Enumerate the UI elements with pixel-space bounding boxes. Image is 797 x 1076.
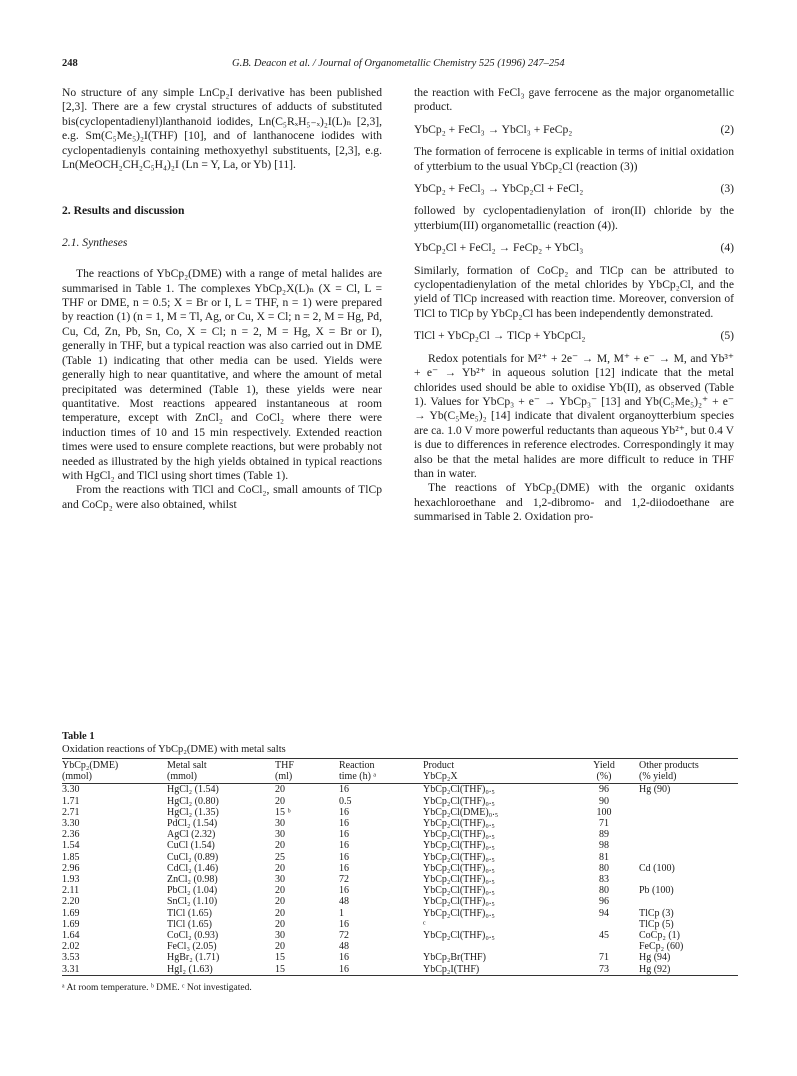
table-cell: 16 [339,840,349,852]
table-cell: 2.36 [62,829,80,841]
table-cell [569,919,639,930]
table-cell: YbCp₂Cl(THF)₀.₅ [423,784,495,796]
table-cell: 1.64 [62,930,80,942]
table-cell [639,840,738,851]
paragraph: the reaction with FeCl₃ gave ferrocene as the major organometallic product. [414,86,734,114]
table-cell: 48 [339,941,349,953]
table-cell: HgBr₂ (1.71) [167,952,220,964]
table-cell: HgCl₂ (1.35) [167,806,219,818]
table-row [62,807,738,818]
table-cell: 15 [275,964,339,976]
equation-3 [414,182,734,196]
table-cell: HgCl₂ (1.54) [167,784,219,796]
table-cell: CuCl₂ (0.89) [167,851,219,863]
table-cell: HgI₂ (1.63) [167,964,275,976]
table-cell: 30 [275,930,285,942]
equation-number: (2) [720,122,734,136]
table-row [62,874,738,885]
table-row [62,919,738,930]
table-cell: 16 [339,862,349,874]
table-cell: ZnCl₂ (0.98) [167,874,218,886]
paragraph: followed by cyclopentadienylation of iron(II) chloride by the ytterbium(III) organometallic (reaction (4)). [414,204,734,232]
table-cell: 3.31 [62,964,167,976]
table-cell: PbCl₂ (1.04) [167,885,218,897]
table-cell: 16 [339,952,349,964]
table-cell: 16 [339,806,349,818]
table-body [62,784,738,975]
table-row [62,941,738,952]
table-cell: 1.69 [62,918,80,930]
column-header: (mmol) [62,771,167,784]
table-row [62,840,738,851]
table-cell: 72 [339,930,349,942]
table-cell: PdCl₂ (1.54) [167,818,218,830]
equation-text: YbCp₂Cl + FeCl₂ → FeCp₂ + YbCl₃ [414,241,584,255]
equation-2 [414,123,734,137]
table-cell: 20 [275,784,285,796]
table-cell: 81 [599,851,609,863]
table-cell: Cd (100) [639,862,675,874]
table-cell: 20 [275,862,285,874]
table-cell: SnCl₂ (1.10) [167,896,218,908]
table-cell: 3.30 [62,818,80,830]
table-cell: 3.53 [62,952,80,964]
subsection-heading: 2.1. Syntheses [62,235,128,249]
table-caption: Oxidation reactions of YbCp₂(DME) with metal salts [62,744,286,755]
table-cell: HgCl₂ (0.80) [167,795,219,807]
table-row [62,863,738,874]
table-cell: 1 [339,907,344,919]
table-cell [639,896,738,907]
table-cell [639,829,738,840]
data-table [62,758,738,976]
table-cell: YbCp₂Cl(THF)₀.₅ [423,907,495,919]
table-row [62,829,738,840]
table-cell: CoCp₂ (1) [639,930,680,942]
column-header: (%) [569,771,639,784]
column-header: Metal salt [167,759,275,772]
table-cell: 16 [339,818,349,830]
table-cell: 30 [275,829,285,841]
column-header: THF [275,759,339,772]
paragraph: The reactions of YbCp₂(DME) with a range of metal halides are summarised in Table 1. The complexes YbCp₂X(L)ₙ (X = Cl, L = THF or DME, n = 0.5; X = Br or I, L = THF, n = 1) were prepared by reaction (1) (n = 1, M = Tl, Ag, or Cu, X = Cl; n = 2, M = Hg, Pd, Cu, Cd, Zn, Pb, Sn, Co, X = Cl; n = 2, M = Hg, X = Br or I), generally in THF, but a typical reaction was also carried out in DME (Table 1) indicating that other media can be used. Yields were generally high to near quantitative, and where the amount of metal precipitated was determined (Table 1), these yields were near quantitative. Most reactions appeared instantaneous at room temperature, except with ZnCl₂ and CoCl₂ where there were induction times of 10 and 15 min respectively. Extended reaction times were used to ensure complete reactions, but were probably not needed as illustrated by the high yields obtained in typical reactions with HgCl₂ and TlCl using short times (Table 1). [62,267,382,482]
table-cell: YbCp₂Cl(THF)₀.₅ [423,930,495,942]
table-cell: 20 [275,907,285,919]
table-cell: YbCp₂Cl(THF)₀.₅ [423,840,495,852]
table-cell: Hg (92) [639,964,738,976]
table-label: Table 1 [62,731,95,742]
table-row [62,796,738,807]
paragraph: The formation of ferrocene is explicable in terms of initial oxidation of ytterbium to the usual YbCp₂Cl (reaction (3)) [414,145,734,173]
table-cell: YbCp₂Cl(DME)₀.₅ [423,806,499,818]
table-header-row [62,759,738,772]
table-cell: 0.5 [339,795,352,807]
paragraph: The reactions of YbCp₂(DME) with the organic oxidants hexachloroethane and 1,2-dibromo- and 1,2-diiodoethane are summarised in Table 2. Oxidation pro- [414,481,734,524]
table-row [62,852,738,863]
table-footnote: ᵃ At room temperature. ᵇ DME. ᶜ Not investigated. [62,983,252,993]
table-cell [639,852,738,863]
table-1 [62,730,738,976]
table-cell [423,941,569,952]
table-cell: YbCp₂Cl(THF)₀.₅ [423,829,495,841]
table-cell: YbCp₂Cl(THF)₀.₅ [423,851,495,863]
column-header: Yield [569,759,639,772]
table-cell: YbCp₂Cl(THF)₀.₅ [423,795,495,807]
column-header: Other products [639,759,738,772]
equation-text: TlCl + YbCp₂Cl → TlCp + YbCpCl₂ [414,329,586,343]
table-cell: 80 [599,885,609,897]
table-cell: Pb (100) [639,885,674,897]
table-cell: 2.96 [62,862,80,874]
table-cell: 3.30 [62,784,80,796]
table-cell: 20 [275,941,285,953]
equation-number: (5) [720,329,734,343]
running-head: G.B. Deacon et al. / Journal of Organometallic Chemistry 525 (1996) 247–254 [232,58,565,69]
table-cell: YbCp₂Cl(THF)₀.₅ [423,885,495,897]
table-cell: 15 ᵇ [275,806,291,818]
equation-5 [414,329,734,343]
table-cell: 16 [339,885,349,897]
table-cell: Hg (90) [639,784,671,796]
table-cell: 16 [339,784,349,796]
table-cell: 100 [596,806,612,818]
table-cell: YbCp₂Cl(THF)₀.₅ [423,818,495,830]
right-column [414,86,734,525]
paragraph: Similarly, formation of CoCp₂ and TlCp can be attributed to cyclopentadienylation of the metal chlorides by YbCp₂Cl, and the yield of TlCp increased with reaction time. Moreover, conversion of TlCl to TlCp by YbCp₂Cl has been independently demonstrated. [414,263,734,320]
equation-4 [414,241,734,255]
table-header-row [62,771,738,784]
table-cell: 71 [599,818,609,830]
table-cell: TlCl (1.65) [167,918,212,930]
table-cell: YbCp₂Br(THF) [423,952,486,964]
table-cell: FeCl₃ (2.05) [167,941,217,953]
table-row [62,952,738,963]
table-cell: 16 [339,829,349,841]
table-cell: YbCp₂Cl(THF)₀.₅ [423,896,495,908]
table-row [62,908,738,919]
table-cell: 2.71 [62,806,80,818]
table-cell: 96 [599,896,609,908]
table-row [62,896,738,907]
table-cell: 73 [569,964,639,976]
table-cell: TlCp (5) [639,918,674,930]
column-header: (ml) [275,771,339,784]
table-row [62,930,738,941]
column-header: YbCp₂X [423,771,569,784]
table-cell: 94 [599,907,609,919]
table-cell: 20 [275,885,285,897]
column-header: YbCp₂(DME) [62,759,167,772]
column-header: (% yield) [639,771,738,784]
table-cell: YbCp₂I(THF) [423,964,569,976]
column-header: Reaction [339,759,423,772]
table-cell: 15 [275,952,285,964]
table-cell: 45 [599,930,609,942]
table-cell: 30 [275,818,285,830]
table-cell: 1.85 [62,851,80,863]
equation-number: (4) [720,241,734,255]
table-cell: 2.20 [62,896,80,908]
table-cell: 20 [275,896,285,908]
table-cell: FeCp₂ (60) [639,941,684,953]
running-header [62,58,735,72]
table-cell: 16 [339,918,349,930]
equation-text: YbCp₂ + FeCl₃ → YbCp₂Cl + FeCl₂ [414,182,584,196]
table-cell: 2.02 [62,941,80,953]
table-cell: 1.69 [62,907,80,919]
table-cell: 20 [275,840,285,852]
table-cell: 25 [275,851,285,863]
table-cell: 80 [599,862,609,874]
table-cell: 72 [339,874,349,886]
paragraph: No structure of any simple LnCp₂I derivative has been published [2,3]. There are a few crystal structures of adducts of substituted bis(cyclopentadienyl)lanthanoid iodides, Ln(C₅RₓH₅₋ₓ)₂I(L)ₙ [2,3], e.g. Sm(C₅Me₅)₂I(THF) [10], and of lanthanocene iodides with cyclopentadienyls containing methoxyethyl substituents, [2,3], e.g. Ln(MeOCH₂CH₂C₅H₄)₂I (Ln = Y, La, or Yb) [11]. [62,86,382,172]
column-header: Product [423,759,569,772]
table-cell: CdCl₂ (1.46) [167,862,219,874]
table-cell: 90 [599,795,609,807]
table-cell: ᶜ [423,918,426,930]
table-cell: 96 [599,784,609,796]
table-cell: CoCl₂ (0.93) [167,930,219,942]
table-cell: 20 [275,795,285,807]
table-row [62,818,738,829]
table-cell: 1.93 [62,874,80,886]
table-cell [639,796,738,807]
table-cell: AgCl (2.32) [167,829,216,841]
table-cell: CuCl (1.54) [167,840,215,852]
table-cell: 89 [599,829,609,841]
table-cell: 71 [599,952,609,964]
equation-text: YbCp₂ + FeCl₃ → YbCl₃ + FeCp₂ [414,122,573,136]
table-cell: 30 [275,874,285,886]
table-row [62,885,738,896]
table-cell: 83 [599,874,609,886]
column-header: (mmol) [167,771,275,784]
table-cell: 1.54 [62,840,80,852]
table-cell: YbCp₂Cl(THF)₀.₅ [423,862,495,874]
table-cell: 2.11 [62,885,80,897]
paragraph: Redox potentials for M²⁺ + 2e⁻ → M, M⁺ + e⁻ → M, and Yb³⁺ + e⁻ → Yb²⁺ in aqueous solution [12] indicate that the metal chlorides used should be able to oxidise Yb(II), as observed (Table 1). Values for YbCp₃ + e⁻ → YbCp₃⁻ [13] and Yb(C₅Me₅)₂⁺ + e⁻ → Yb(C₅Me₅)₂ [14] indicate that divalent organoytterbium species are ca. 1.0 V more powerful reductants than aqueous Yb²⁺, but 0.4 V is due to differences in reference electrodes. Correspondingly it may also be that the metal halides are more difficult to reduce in THF than in water. [414,351,734,480]
table-cell: 98 [599,840,609,852]
table-cell: 16 [339,964,423,976]
section-heading: 2. Results and discussion [62,204,185,218]
table-cell [569,941,639,952]
equation-number: (3) [720,182,734,196]
page-number: 248 [62,58,78,69]
column-header: time (h) ᵃ [339,771,423,784]
table-cell: TlCp (3) [639,907,674,919]
table-cell [639,874,738,885]
table-cell: 20 [275,918,285,930]
paragraph: From the reactions with TlCl and CoCl₂, small amounts of TlCp and CoCp₂ were also obtained, whilst [62,483,382,511]
table-cell: 48 [339,896,349,908]
table-row [62,784,738,796]
table-cell: YbCp₂Cl(THF)₀.₅ [423,874,495,886]
table-cell: Hg (94) [639,952,671,964]
table-cell [639,818,738,829]
table-cell: 1.71 [62,795,80,807]
left-column [62,86,382,512]
table-cell [639,807,738,818]
table-cell: 16 [339,851,349,863]
table-row [62,964,738,976]
table-cell: TlCl (1.65) [167,907,212,919]
